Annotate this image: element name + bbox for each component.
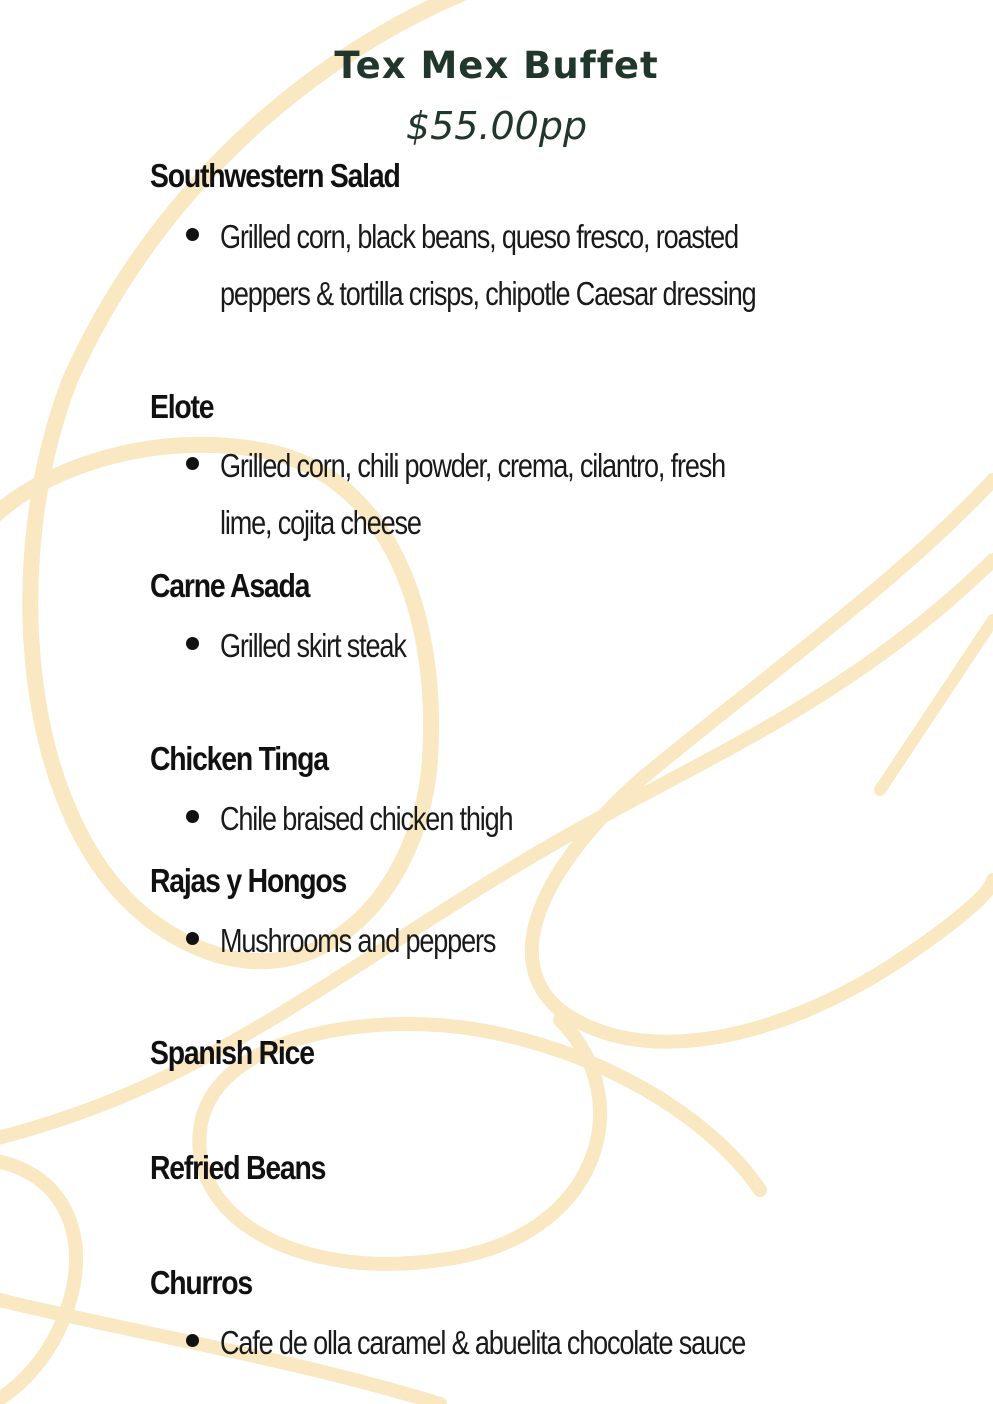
section-heading: Spanish Rice bbox=[150, 1034, 314, 1071]
item-text bbox=[220, 1314, 810, 1371]
bullet-icon bbox=[186, 457, 199, 470]
section-heading: Elote bbox=[150, 388, 214, 425]
list-item bbox=[186, 912, 906, 969]
section-heading: Rajas y Hongos bbox=[150, 862, 347, 899]
list-item bbox=[186, 1314, 906, 1371]
list-item bbox=[186, 617, 906, 674]
section-heading: Chicken Tinga bbox=[150, 740, 328, 777]
bullet-icon bbox=[186, 932, 199, 945]
item-line: Mushrooms and peppers bbox=[220, 922, 496, 959]
list-item bbox=[186, 437, 906, 551]
item-line: Grilled skirt steak bbox=[220, 627, 406, 664]
item-text bbox=[220, 437, 810, 551]
section-heading: Churros bbox=[150, 1264, 252, 1301]
item-line: lime, cojita cheese bbox=[220, 504, 421, 541]
item-line: Chile braised chicken thigh bbox=[220, 800, 513, 837]
bullet-icon bbox=[186, 228, 199, 241]
item-line: Cafe de olla caramel & abuelita chocolate sauce bbox=[220, 1324, 746, 1361]
menu-title: Tex Mex Buffet bbox=[334, 44, 659, 87]
bullet-icon bbox=[186, 810, 199, 823]
item-text bbox=[220, 617, 810, 674]
item-line: Grilled corn, chili powder, crema, cilantro, fresh bbox=[220, 447, 726, 484]
item-text bbox=[220, 912, 810, 969]
section-heading: Carne Asada bbox=[150, 567, 310, 604]
item-line: peppers & tortilla crisps, chipotle Caesar dressing bbox=[220, 275, 756, 312]
section-heading: Southwestern Salad bbox=[150, 157, 400, 194]
item-text bbox=[220, 208, 810, 322]
bullet-icon bbox=[186, 637, 199, 650]
menu-price: $55.00pp bbox=[405, 104, 588, 148]
bullet-icon bbox=[186, 1334, 199, 1347]
item-line: Grilled corn, black beans, queso fresco, roasted bbox=[220, 218, 738, 255]
section-heading: Refried Beans bbox=[150, 1149, 326, 1186]
list-item bbox=[186, 790, 906, 847]
item-text bbox=[220, 790, 810, 847]
list-item bbox=[186, 208, 906, 322]
